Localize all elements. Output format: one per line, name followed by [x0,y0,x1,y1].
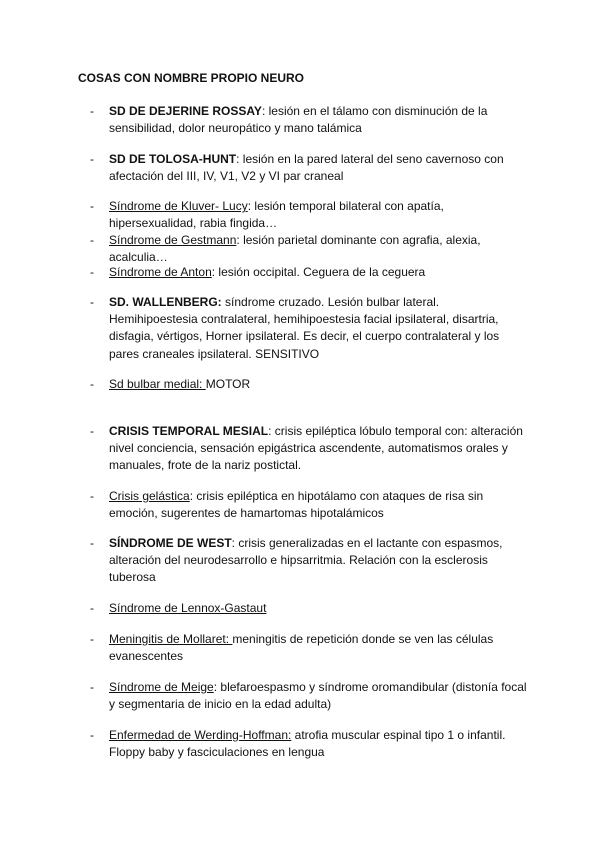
term-name: SD DE TOLOSA-HUNT [109,152,237,166]
term-description: meningitis de repetición donde se ven las células evanescentes [109,632,494,664]
term-name: SD. WALLENBERG: [109,295,222,309]
term-description: : lesión en la pared lateral del seno cavernoso con afectación del III, IV, V1, V2 y VI par craneal [109,152,504,184]
bullet-dash: - [90,152,94,166]
term-name: Enfermedad de Werding-Hoffman: [109,728,292,742]
bullet-dash: - [90,728,94,742]
term-name: Sd bulbar medial: [109,377,206,391]
term-name: CRISIS TEMPORAL MESIAL [109,424,269,438]
list-item-dejerine [90,103,530,137]
list-item-mollaret [90,631,530,665]
term-description: : crisis epiléptica lóbulo temporal con: alteración nivel conciencia, sensación epigástrica ascendente, automatismos orales y manuales, frote de la nariz postictal. [109,424,523,473]
list-item-gestmann [90,232,530,266]
term-description: : blefaroespasmo y síndrome oromandibular (distonía focal y segmentaria de inicio en la edad adulta) [109,680,527,712]
list-item-crisis-gelastica [90,488,530,522]
term-description: MOTOR [205,377,251,391]
list-item-lennox-gastaut [90,600,530,617]
bullet-dash: - [90,295,94,309]
list-item-crisis-temporal [90,423,530,475]
term-description: : lesión temporal bilateral con apatía, hipersexualidad, rabia fingida… [109,199,444,231]
term-name: SD DE DEJERINE ROSSAY [109,104,262,118]
bullet-dash: - [90,265,94,279]
term-description: atrofia muscular espinal tipo 1 o infantil. Floppy baby y fasciculaciones en lengua [109,728,506,760]
list-item-wallenberg [90,294,530,363]
bullet-dash: - [90,680,94,694]
term-name: Síndrome de Kluver- Lucy [109,199,248,213]
bullet-dash: - [90,601,94,615]
list-item-kluver-lucy [90,198,530,232]
term-name: Crisis gelástica [109,489,190,503]
term-name: Síndrome de Anton [109,265,212,279]
term-description: : lesión parietal dominante con agrafia, alexia, acalculia… [109,233,481,265]
document-title: COSAS CON NOMBRE PROPIO NEURO [78,71,305,85]
bullet-dash: - [90,377,94,391]
list-item-meige [90,679,530,713]
term-description: : lesión occipital. Ceguera de la ceguera [211,265,426,279]
term-name: SÍNDROME DE WEST [109,536,232,550]
bullet-dash: - [90,424,94,438]
term-name: Meningitis de Mollaret: [109,632,233,646]
list-item-tolosa-hunt [90,151,530,185]
list-item-bulbar-medial [90,376,530,393]
term-description: : lesión en el tálamo con disminución de la sensibilidad, dolor neuropático y mano talámica [109,104,488,136]
term-description: : crisis generalizadas en el lactante con espasmos, alteración del neurodesarrollo e hipsarritmia. Relación con la esclerosis tuberosa [109,536,503,585]
list-item-anton [90,264,530,281]
bullet-dash: - [90,536,94,550]
term-name: Síndrome de Gestmann [109,233,237,247]
term-name: Síndrome de Lennox-Gastaut [109,601,267,615]
bullet-dash: - [90,233,94,247]
bullet-dash: - [90,199,94,213]
term-name: Síndrome de Meige [109,680,214,694]
term-description: : crisis epiléptica en hipotálamo con ataques de risa sin emoción, sugerentes de hamartomas hipotalámicos [109,489,484,521]
term-description: síndrome cruzado. Lesión bulbar lateral. Hemihipoestesia contralateral, hemihipoestesia facial ipsilateral, disartria, disfagia, vértigos, Horner ipsilateral. Es decir, el cuerpo contralateral y los pares craneales ipsilateral. SENSITIVO [109,295,500,361]
list-item-west [90,535,530,587]
bullet-dash: - [90,632,94,646]
bullet-dash: - [90,489,94,503]
bullet-dash: - [90,104,94,118]
list-item-werding-hoffman [90,727,530,761]
